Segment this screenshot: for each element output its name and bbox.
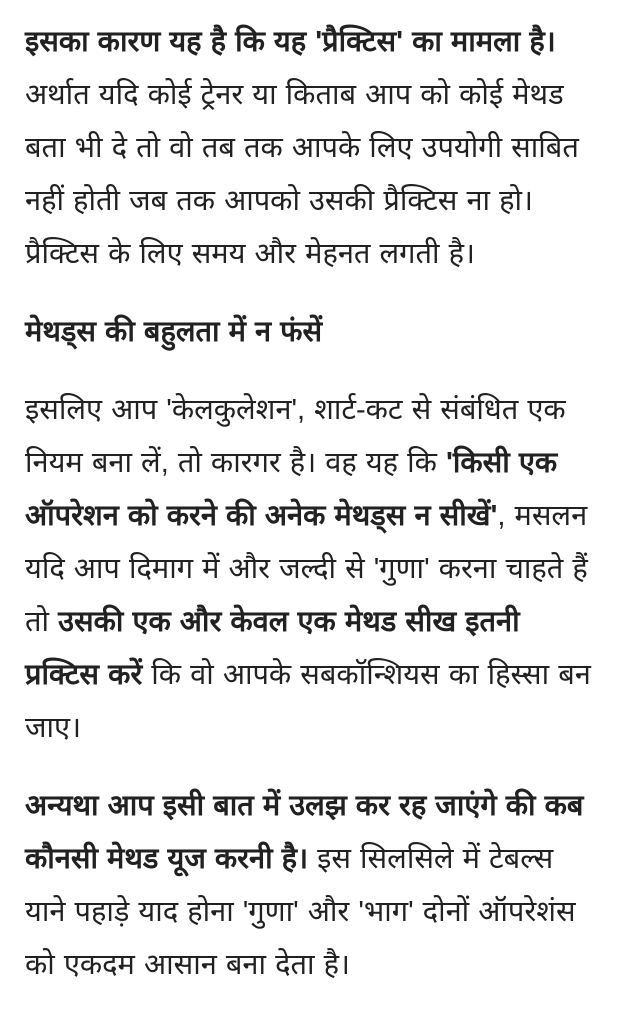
bold-text-run: 'किसी एक ऑपरेशन को करने की अनेक मेथड्स न सीखें' [25,447,558,532]
text-run: , मसलन यदि आप दिमाग में और जल्दी से 'गुणा' करना चाहते हैं तो [25,500,588,638]
bold-text-run: मेथड्स की बहुलता में न फंसें [25,316,323,348]
paragraph [25,780,600,992]
section-heading [25,306,600,359]
text-run: कि वो आपके सबकॉन्शियस का हिस्सा बन जाए। [25,659,591,744]
paragraph [25,16,600,281]
bold-text-run: उसकी एक और केवल एक मेथड सीख इतनी प्रक्टिस करें [25,606,520,691]
bold-text-run: इसका कारण यह है कि यह 'प्रैक्टिस' का मामला है। [25,26,556,58]
text-run: अर्थात यदि कोई ट्रेनर या किताब आप को कोई मेथड बता भी दे तो वो तब तक आपके लिए उपयोगी साबित नहीं होती जब तक आपको उसकी प्रैक्टिस ना हो। प्रैक्टिस के लिए समय और मेहनत लगती है। [25,79,579,270]
text-run: इस सिलसिले में टेबल्स याने पहाड़े याद होना 'गुणा' और 'भाग' दोनों ऑपरेशंस को एकदम आसान बना देता है। [25,843,576,981]
text-run: इसलिए आप 'केलकुलेशन', शार्ट-कट से संबंधित एक नियम बना लें, तो कारगर है। वह यह कि [25,394,566,479]
paragraph [25,384,600,755]
bold-text-run: अन्यथा आप इसी बात में उलझ कर रह जाएंगे की कब कौनसी मेथड यूज करनी है। [25,790,584,875]
